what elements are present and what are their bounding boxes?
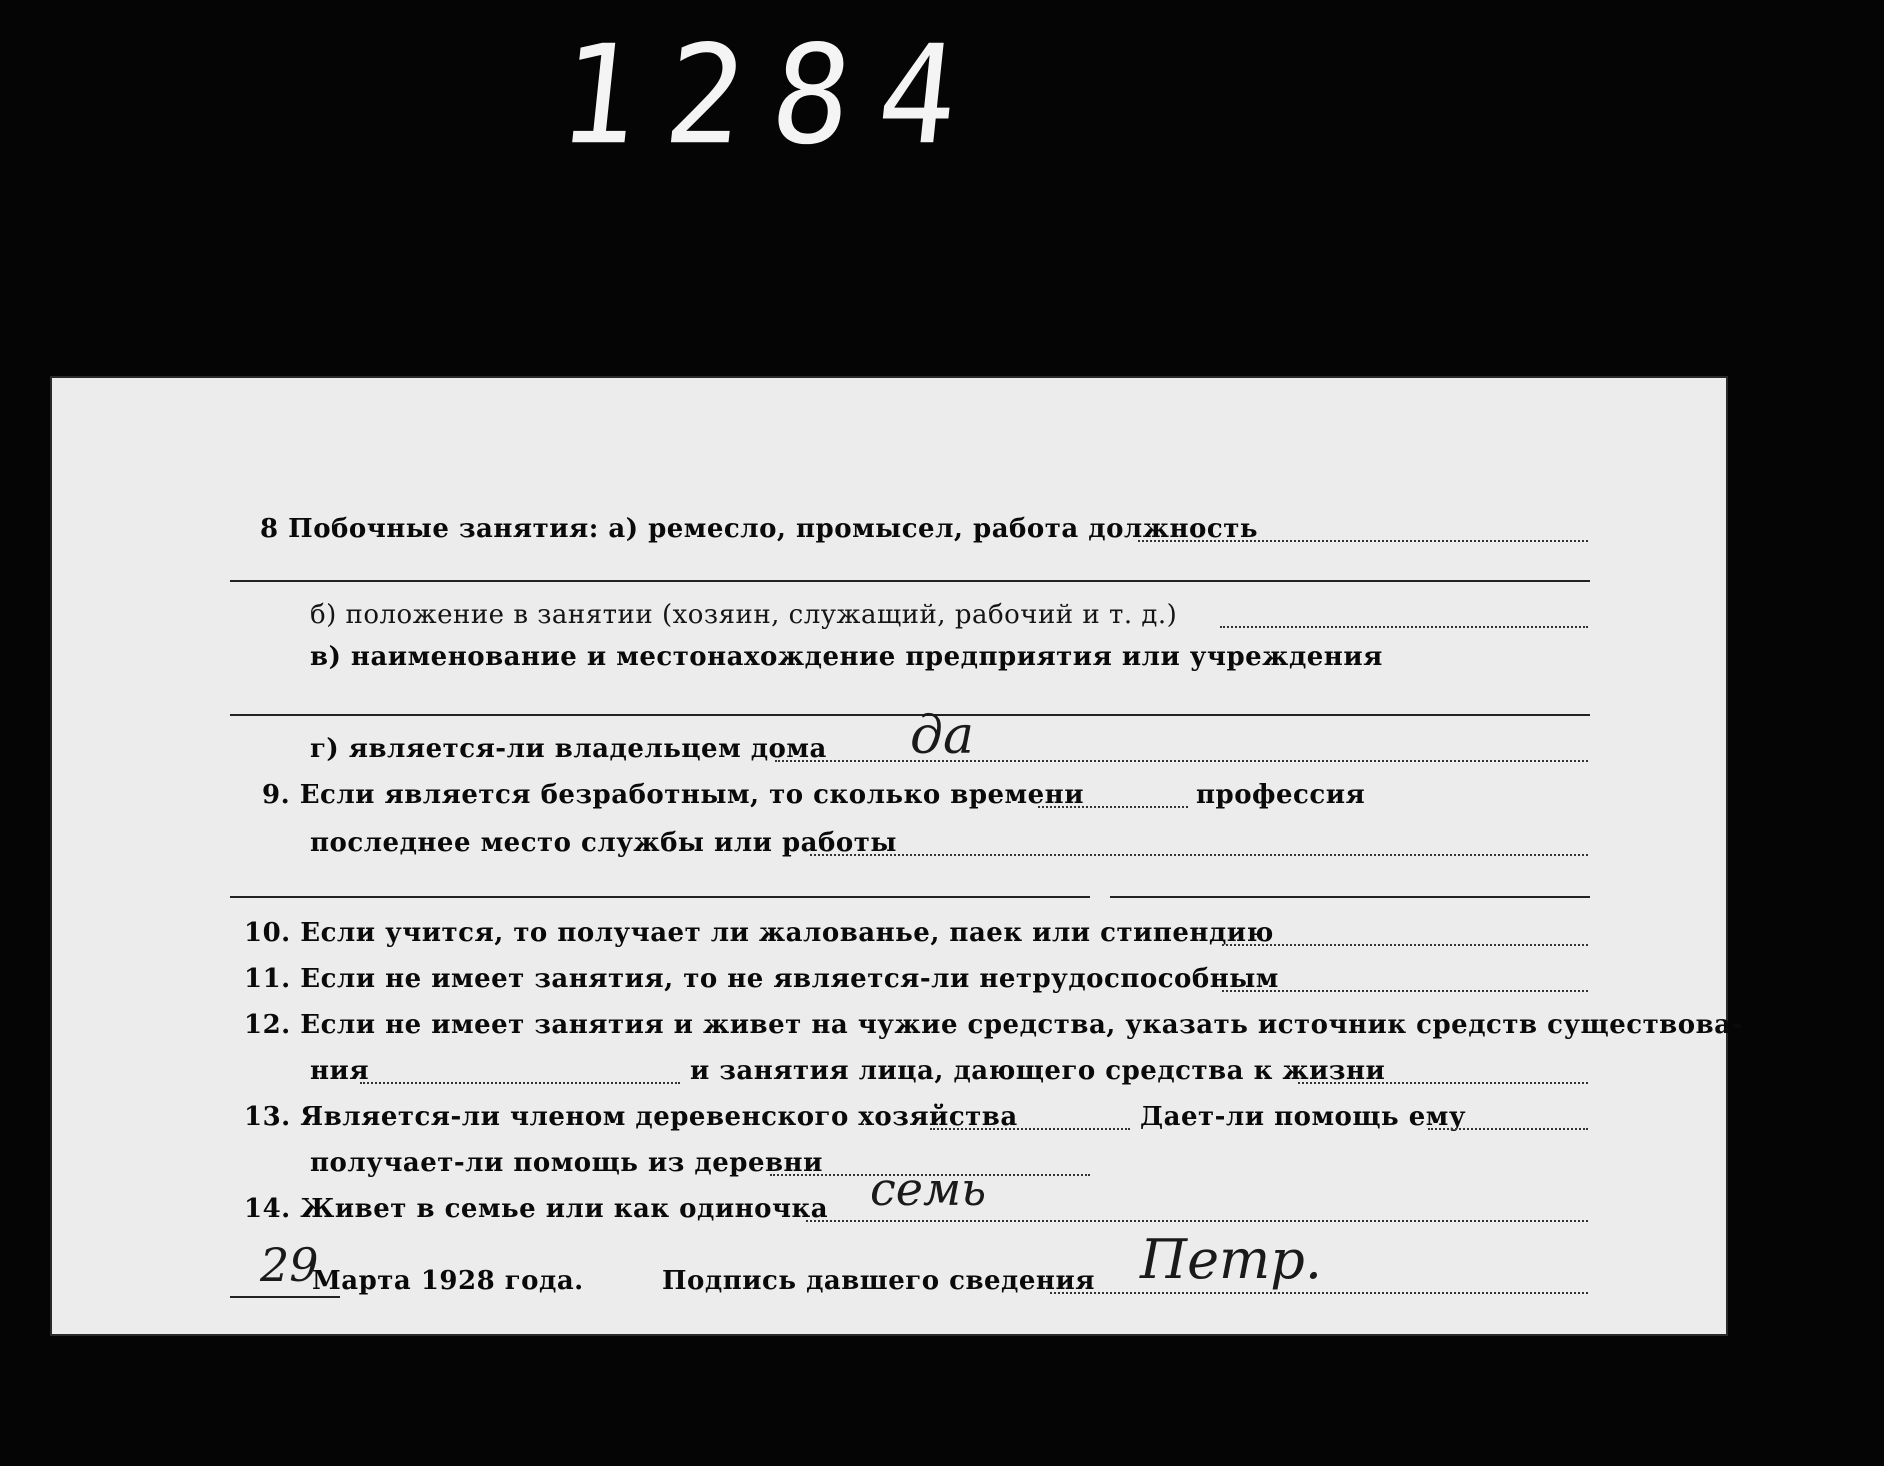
rule	[1110, 896, 1590, 898]
q8-g-label: г) является-ли владельцем дома	[310, 734, 827, 764]
footer-signature-label: Подпись давшего сведения	[662, 1266, 1095, 1296]
q13-help-label: Дает-ли помощь ему	[1140, 1102, 1466, 1132]
q8-label: 8 Побочные занятия: а) ремесло, промысел, работа должность	[260, 514, 1258, 544]
q10-fill	[1222, 918, 1588, 946]
q10-label: 10. Если учится, то получает ли жалованье, паек или стипендию	[244, 918, 1274, 948]
q9-label: 9. Если является безработным, то сколько времени	[262, 780, 1084, 810]
footer-date: Марта 1928 года.	[312, 1266, 584, 1296]
q9-profession-label: профессия	[1196, 780, 1366, 810]
q8-fill	[1138, 514, 1588, 542]
q13-help-fill	[1428, 1102, 1588, 1130]
handwritten-signature: Петр.	[1140, 1228, 1322, 1291]
q12-source-fill	[360, 1056, 680, 1084]
q11-fill	[1222, 964, 1588, 992]
handwritten-family-answer: семь	[870, 1162, 987, 1216]
form-card	[50, 376, 1743, 1336]
handwritten-owner-answer: да	[910, 706, 974, 766]
q13-receives-label: получает-ли помощь из деревни	[310, 1148, 823, 1178]
q12-person-fill	[1298, 1056, 1588, 1084]
handwritten-day: 29	[260, 1238, 319, 1292]
rule	[230, 580, 1590, 582]
archive-stamp-number: 1284	[551, 15, 994, 175]
q12-label: 12. Если не имеет занятия и живет на чужие средства, указать источник средств существова-	[244, 1010, 1743, 1040]
q8-v-label: в) наименование и местонахождение предприятия или учреждения	[310, 642, 1383, 672]
q8-b-fill	[1220, 600, 1588, 628]
q12-cont-a: ния	[310, 1056, 370, 1086]
q9-last-place-fill	[810, 828, 1588, 856]
rule	[230, 896, 1090, 898]
q11-label: 11. Если не имеет занятия, то не является-ли нетрудоспособным	[244, 964, 1279, 994]
q8-g-fill	[775, 734, 1588, 762]
q13-fill	[930, 1102, 1130, 1130]
q13-label: 13. Является-ли членом деревенского хозяйства	[244, 1102, 1018, 1132]
q9-last-place-label: последнее место службы или работы	[310, 828, 897, 858]
q12-cont-b: и занятия лица, дающего средства к жизни	[690, 1056, 1386, 1086]
q14-label: 14. Живет в семье или как одиночка	[244, 1194, 829, 1224]
q8-b-label: б) положение в занятии (хозяин, служащий, рабочий и т. д.)	[310, 600, 1178, 630]
rule	[230, 1296, 340, 1298]
q9-time-fill	[1038, 780, 1188, 808]
